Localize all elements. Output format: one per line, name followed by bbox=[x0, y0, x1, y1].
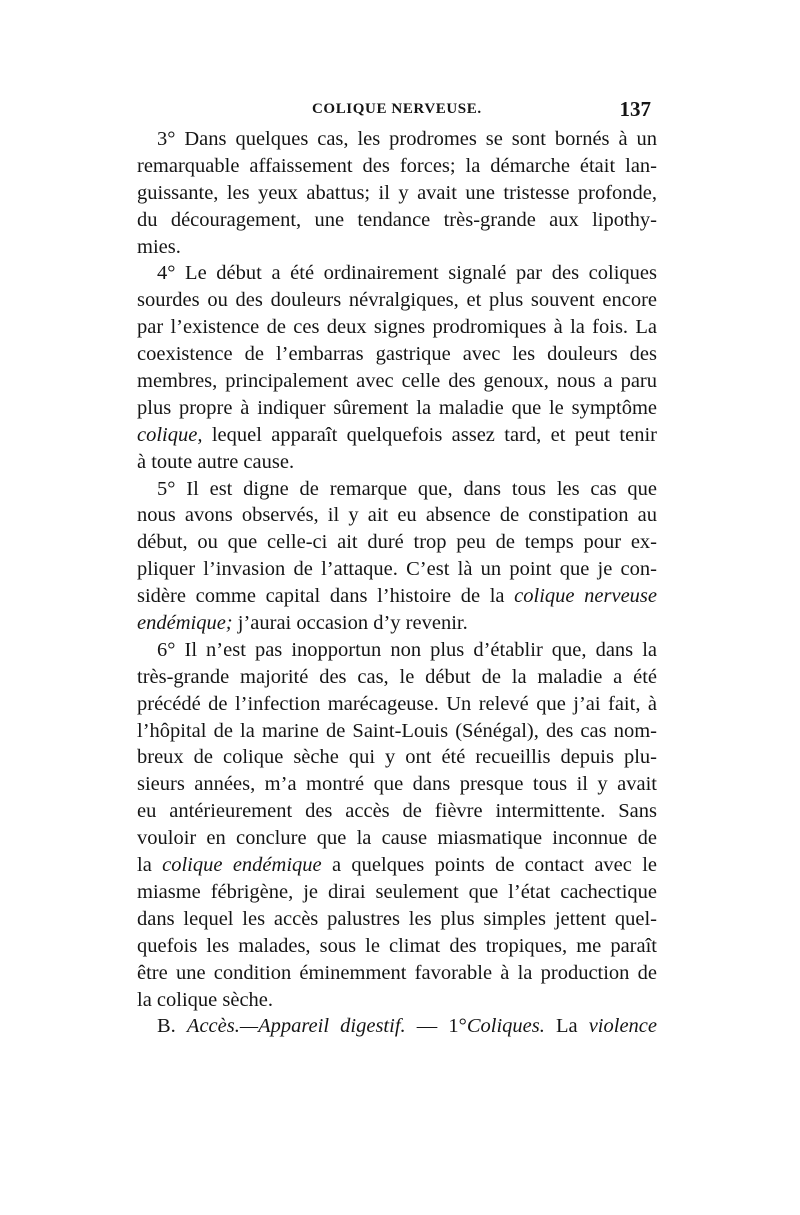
text-run: du découragement, une tendance très-grande aux lipothy- bbox=[137, 208, 657, 231]
text-line bbox=[137, 637, 657, 664]
text-run: dans lequel les accès palustres les plus simples jettent quel- bbox=[137, 907, 657, 930]
text-line bbox=[137, 422, 657, 449]
text-run: 5° Il est digne de remarque que, dans tous les cas que bbox=[157, 477, 657, 500]
text-run: par l’existence de ces deux signes prodromiques à la fois. La bbox=[137, 316, 657, 339]
italic-run: colique nerveuse bbox=[514, 585, 657, 608]
text-run: coexistence de l’embarras gastrique avec les douleurs des bbox=[137, 343, 657, 366]
text-run: La bbox=[544, 1015, 589, 1038]
text-run: la bbox=[137, 854, 163, 877]
text-run: vouloir en conclure que la cause miasmatique inconnue de bbox=[137, 827, 657, 850]
text-line bbox=[137, 556, 657, 583]
text-run: la colique sèche. bbox=[137, 988, 274, 1011]
text-run: très-grande majorité des cas, le début de la maladie a été bbox=[137, 665, 657, 688]
page-number: 137 bbox=[619, 97, 651, 121]
body-text bbox=[137, 126, 657, 1040]
running-head: COLIQUE NERVEUSE. bbox=[312, 101, 482, 117]
italic-run: colique, bbox=[137, 423, 203, 446]
text-line bbox=[137, 180, 657, 207]
text-line bbox=[137, 314, 657, 341]
text-run: remarquable affaissement des forces; la démarche était lan- bbox=[137, 154, 657, 177]
text-line bbox=[137, 771, 657, 798]
text-run: sieurs années, m’a montré que dans presque tous il y avait bbox=[137, 773, 657, 796]
text-run: eu antérieurement des accès de fièvre intermittente. Sans bbox=[137, 800, 657, 823]
text-line bbox=[137, 798, 657, 825]
text-run: sourdes ou des douleurs névralgiques, et plus souvent encore bbox=[137, 289, 657, 312]
text-line bbox=[137, 583, 657, 610]
text-line bbox=[137, 207, 657, 234]
text-line bbox=[137, 825, 657, 852]
text-run: précédé de l’infection marécageuse. Un relevé que j’ai fait, à bbox=[137, 692, 657, 715]
text-line bbox=[137, 260, 657, 287]
text-line bbox=[137, 691, 657, 718]
text-line bbox=[137, 476, 657, 503]
italic-run: Coliques. bbox=[466, 1015, 545, 1038]
text-line bbox=[137, 341, 657, 368]
text-run: à toute autre cause. bbox=[137, 450, 295, 473]
page-header bbox=[137, 97, 657, 123]
text-line bbox=[137, 126, 657, 153]
italic-run: colique endémique bbox=[162, 854, 322, 877]
text-line bbox=[137, 960, 657, 987]
text-run: pliquer l’invasion de l’attaque. C’est là un point que je con- bbox=[137, 558, 657, 581]
text-line bbox=[137, 744, 657, 771]
text-run: nous avons observés, il y ait eu absence de constipation au bbox=[137, 504, 657, 527]
italic-run: violence bbox=[588, 1015, 657, 1038]
text-run: début, ou que celle-ci ait duré trop peu de temps pour ex- bbox=[137, 531, 657, 554]
text-line bbox=[137, 987, 657, 1014]
text-line bbox=[137, 610, 657, 637]
text-run: miasme fébrigène, je dirai seulement que l’état cachectique bbox=[137, 880, 657, 903]
text-line bbox=[137, 395, 657, 422]
text-run: être une condition éminemment favorable à la production de bbox=[137, 961, 657, 984]
text-line bbox=[137, 933, 657, 960]
text-run: — 1° bbox=[405, 1015, 467, 1038]
text-run: a quelques points de contact avec le bbox=[321, 854, 657, 877]
text-line bbox=[137, 1013, 657, 1040]
text-line bbox=[137, 718, 657, 745]
text-run: 6° Il n’est pas inopportun non plus d’établir que, dans la bbox=[157, 638, 657, 661]
text-run: 4° Le début a été ordinairement signalé par des coliques bbox=[157, 262, 657, 285]
text-line bbox=[137, 852, 657, 879]
text-run: lequel apparaît quelquefois assez tard, et peut tenir bbox=[202, 423, 657, 446]
text-run: l’hôpital de la marine de Saint-Louis (Sénégal), des cas nom- bbox=[137, 719, 657, 742]
text-line bbox=[137, 502, 657, 529]
text-line bbox=[137, 234, 657, 261]
text-run: membres, principalement avec celle des genoux, nous a paru bbox=[137, 370, 657, 393]
text-line bbox=[137, 529, 657, 556]
text-line bbox=[137, 879, 657, 906]
text-run: mies. bbox=[137, 235, 181, 258]
text-run: 3° Dans quelques cas, les prodromes se sont bornés à un bbox=[157, 128, 657, 150]
text-run: sidère comme capital dans l’histoire de la bbox=[137, 585, 515, 608]
text-line bbox=[137, 449, 657, 476]
text-run: guissante, les yeux abattus; il y avait une tristesse profonde, bbox=[137, 181, 657, 204]
text-line bbox=[137, 153, 657, 180]
text-run: B. bbox=[157, 1015, 187, 1038]
text-run: plus propre à indiquer sûrement la maladie que le symptôme bbox=[137, 396, 657, 419]
text-run: quefois les malades, sous le climat des tropiques, me paraît bbox=[137, 934, 657, 957]
text-line bbox=[137, 368, 657, 395]
text-line bbox=[137, 906, 657, 933]
text-line bbox=[137, 664, 657, 691]
text-line bbox=[137, 287, 657, 314]
italic-run: Accès.—Appareil digestif. bbox=[186, 1015, 406, 1038]
text-run: breux de colique sèche qui y ont été recueillis depuis plu- bbox=[137, 746, 657, 769]
text-run: j’aurai occasion d’y revenir. bbox=[232, 612, 468, 635]
italic-run: endémique; bbox=[137, 612, 233, 635]
